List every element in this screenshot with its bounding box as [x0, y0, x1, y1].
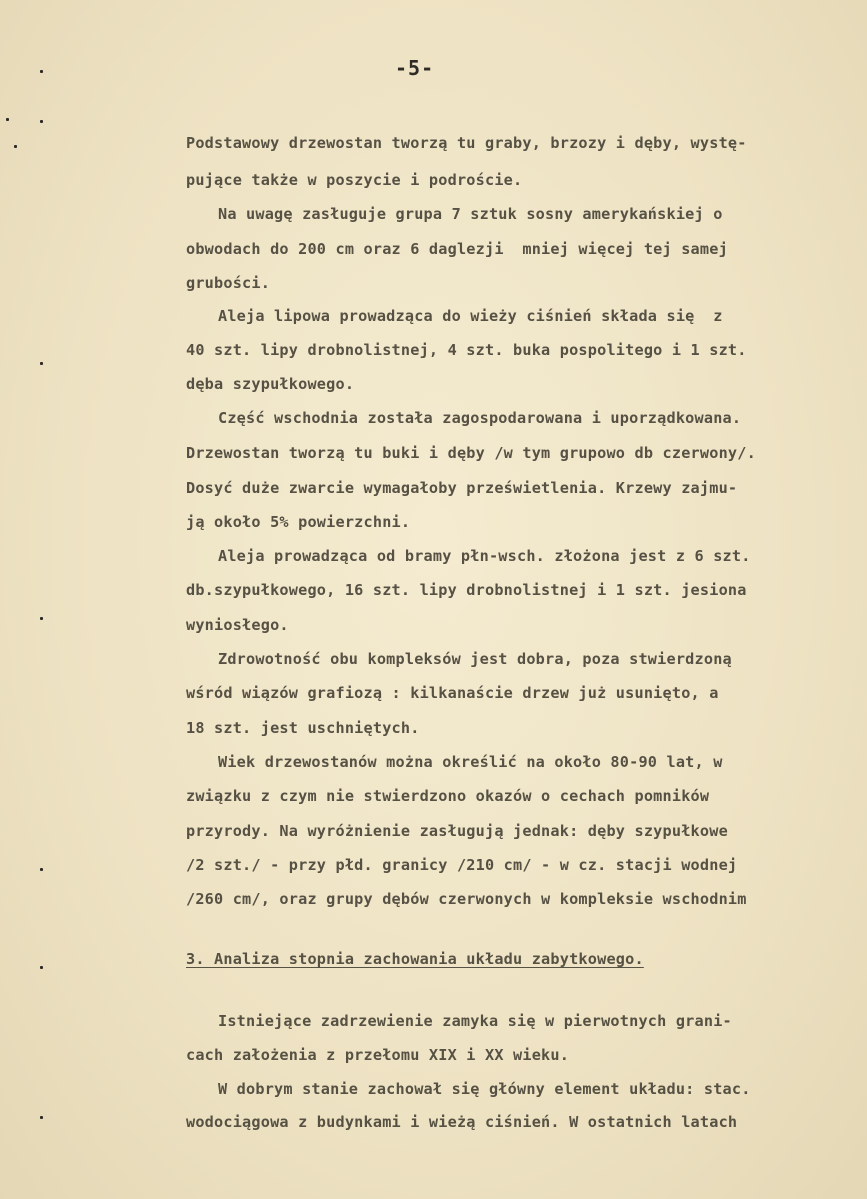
text-line: wyniosłego. — [186, 616, 289, 634]
text-line: 18 szt. jest uschniętych. — [186, 719, 420, 737]
text-line: obwodach do 200 cm oraz 6 daglezji mniej więcej tej samej — [186, 240, 728, 258]
text-line: Wiek drzewostanów można określić na około 80-90 lat, w — [218, 753, 723, 771]
text-line: Podstawowy drzewostan tworzą tu graby, brzozy i dęby, wystę- — [186, 134, 747, 152]
text-line: grubości. — [186, 274, 271, 292]
text-line: przyrody. Na wyróżnienie zasługują jednak: dęby szypułkowe — [186, 822, 728, 840]
page-number: -5- — [395, 56, 435, 80]
text-line: pujące także w poszycie i podroście. — [186, 171, 523, 189]
margin-dot — [14, 145, 17, 148]
margin-dot — [40, 362, 43, 365]
margin-dot — [40, 120, 43, 123]
text-line: /2 szt./ - przy płd. granicy /210 cm/ - w cz. stacji wodnej — [186, 856, 738, 874]
text-line: dęba szypułkowego. — [186, 375, 355, 393]
text-line: Część wschodnia została zagospodarowana i uporządkowana. — [218, 409, 742, 427]
text-line: W dobrym stanie zachował się główny element układu: stac. — [218, 1080, 751, 1098]
text-line: cach założenia z przełomu XIX i XX wieku. — [186, 1046, 570, 1064]
text-line: /260 cm/, oraz grupy dębów czerwonych w kompleksie wschodnim — [186, 890, 747, 908]
text-line: Drzewostan tworzą tu buki i dęby /w tym grupowo db czerwony/. — [186, 444, 756, 462]
text-line: Aleja lipowa prowadząca do wieży ciśnień składa się z — [218, 307, 723, 325]
text-line: Dosyć duże zwarcie wymagałoby prześwietlenia. Krzewy zajmu- — [186, 479, 738, 497]
text-line: Aleja prowadząca od bramy płn-wsch. złożona jest z 6 szt. — [218, 547, 751, 565]
text-line: wodociągowa z budynkami i wieżą ciśnień. W ostatnich latach — [186, 1113, 738, 1131]
text-line: ją około 5% powierzchni. — [186, 513, 411, 531]
margin-dot — [40, 617, 43, 620]
margin-dot — [40, 70, 43, 73]
text-line: Istniejące zadrzewienie zamyka się w pierwotnych grani- — [218, 1012, 732, 1030]
text-line: db.szypułkowego, 16 szt. lipy drobnolistnej i 1 szt. jesiona — [186, 581, 747, 599]
section-heading: 3. Analiza stopnia zachowania układu zabytkowego. — [186, 950, 644, 968]
margin-dot — [40, 1116, 43, 1119]
margin-dot — [40, 966, 43, 969]
margin-dot — [40, 868, 43, 871]
text-line: wśród wiązów grafiozą : kilkanaście drzew już usunięto, a — [186, 684, 719, 702]
margin-dot — [6, 118, 9, 121]
text-line: Zdrowotność obu kompleksów jest dobra, poza stwierdzoną — [218, 650, 732, 668]
text-line: 40 szt. lipy drobnolistnej, 4 szt. buka pospolitego i 1 szt. — [186, 341, 747, 359]
text-line: Na uwagę zasługuje grupa 7 sztuk sosny amerykańskiej o — [218, 205, 723, 223]
text-line: związku z czym nie stwierdzono okazów o cechach pomników — [186, 787, 710, 805]
